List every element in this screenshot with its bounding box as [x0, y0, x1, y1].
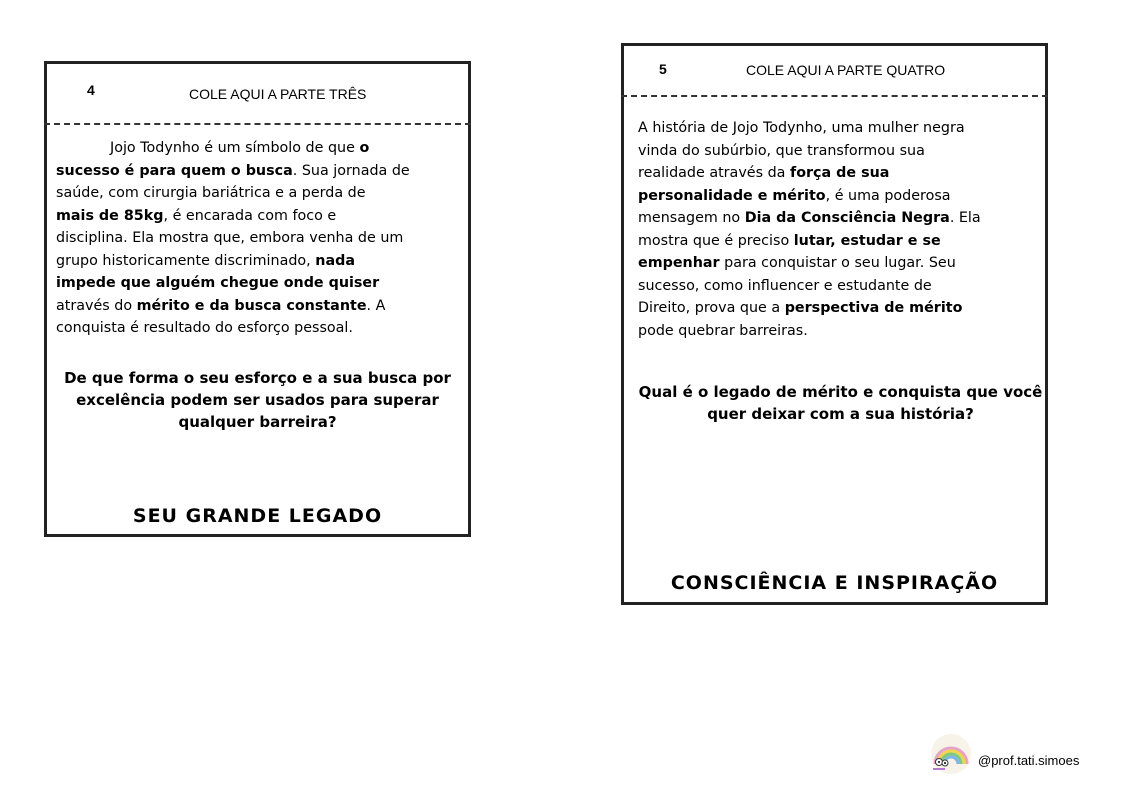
text-segment: , é uma poderosa	[825, 187, 951, 204]
body-line	[638, 275, 1048, 298]
card-title: SEU GRANDE LEGADO	[132, 505, 383, 527]
text-segment: através do	[56, 297, 137, 314]
highlighted-phrase: sucesso é para quem o busca	[56, 162, 293, 179]
highlighted-phrase: Dia da Consciência Negra	[744, 210, 950, 226]
text-segment: pode quebrar barreiras.	[638, 322, 808, 339]
text-segment: . A	[366, 297, 386, 314]
highlighted-phrase: o	[359, 140, 370, 156]
body-line	[56, 317, 466, 340]
text-segment: sucesso, como influencer e estudante de	[638, 277, 932, 294]
card-title: CONSCIÊNCIA E INSPIRAÇÃO	[670, 572, 999, 594]
text-segment: para conquistar o seu lugar. Seu	[719, 255, 956, 271]
text-segment: grupo historicamente discriminado,	[56, 252, 316, 269]
card-part-5	[621, 43, 1048, 605]
highlighted-phrase: mérito e da busca constante	[136, 297, 367, 314]
highlighted-phrase: nada	[315, 252, 355, 269]
body-line	[638, 320, 1048, 343]
card-number: 5	[659, 61, 667, 77]
body-line	[56, 227, 466, 250]
body-line	[638, 230, 1048, 253]
highlighted-phrase: lutar, estudar e se	[793, 232, 941, 249]
cut-line	[621, 95, 1048, 97]
body-line	[56, 182, 466, 205]
text-segment: vinda do subúrbio, que transformou sua	[638, 142, 925, 159]
body-line	[638, 252, 1048, 275]
highlighted-phrase: mais de 85kg	[56, 207, 164, 224]
reflection-question: De que forma o seu esforço e a sua busca por excelência podem ser usados para superar qualquer barreira?	[64, 369, 451, 431]
body-line	[638, 207, 1048, 230]
reflection-question: Qual é o legado de mérito e conquista que você quer deixar com a sua história?	[638, 383, 1043, 423]
text-segment: . Sua jornada de	[292, 162, 410, 179]
card-body-text	[56, 137, 466, 340]
highlighted-phrase: personalidade e mérito	[638, 187, 826, 204]
author-handle: @prof.tati.simoes	[978, 753, 1080, 768]
body-line	[56, 137, 466, 160]
text-segment: . Ela	[949, 210, 981, 226]
body-line	[56, 205, 466, 228]
highlighted-phrase: empenhar	[638, 255, 720, 271]
body-line	[638, 140, 1048, 163]
cut-line	[44, 123, 471, 125]
body-line	[638, 297, 1048, 320]
body-line	[56, 250, 466, 273]
text-segment: saúde, com cirurgia bariátrica e a perda de	[56, 185, 366, 201]
body-line	[638, 162, 1048, 185]
body-line	[638, 117, 1048, 140]
text-segment: A história de Jojo Todynho, uma mulher negra	[638, 120, 965, 136]
highlighted-phrase: impede que alguém chegue onde quiser	[56, 275, 380, 291]
card-number: 4	[87, 82, 95, 98]
highlighted-phrase: perspectiva de mérito	[784, 300, 963, 316]
text-segment: Direito, prova que a	[638, 300, 785, 316]
card-body-text	[638, 117, 1048, 342]
text-segment: disciplina. Ela mostra que, embora venha de um	[56, 230, 404, 246]
body-line	[56, 160, 466, 183]
text-segment: mostra que é preciso	[638, 232, 794, 249]
text-segment: realidade através da	[638, 165, 790, 181]
body-line	[638, 185, 1048, 208]
body-line	[56, 295, 466, 318]
paste-instruction: COLE AQUI A PARTE QUATRO	[746, 62, 946, 78]
footer	[927, 728, 1107, 776]
highlighted-phrase: força de sua	[789, 165, 890, 181]
text-segment: , é encarada com foco e	[163, 207, 337, 224]
rainbow-logo-icon	[927, 728, 975, 776]
text-segment: mensagem no	[638, 210, 745, 226]
body-line	[56, 272, 466, 295]
card-part-4	[44, 61, 471, 537]
paste-instruction: COLE AQUI A PARTE TRÊS	[189, 86, 367, 102]
text-segment: conquista é resultado do esforço pessoal.	[56, 320, 353, 336]
text-segment: Jojo Todynho é um símbolo de que	[110, 140, 360, 156]
